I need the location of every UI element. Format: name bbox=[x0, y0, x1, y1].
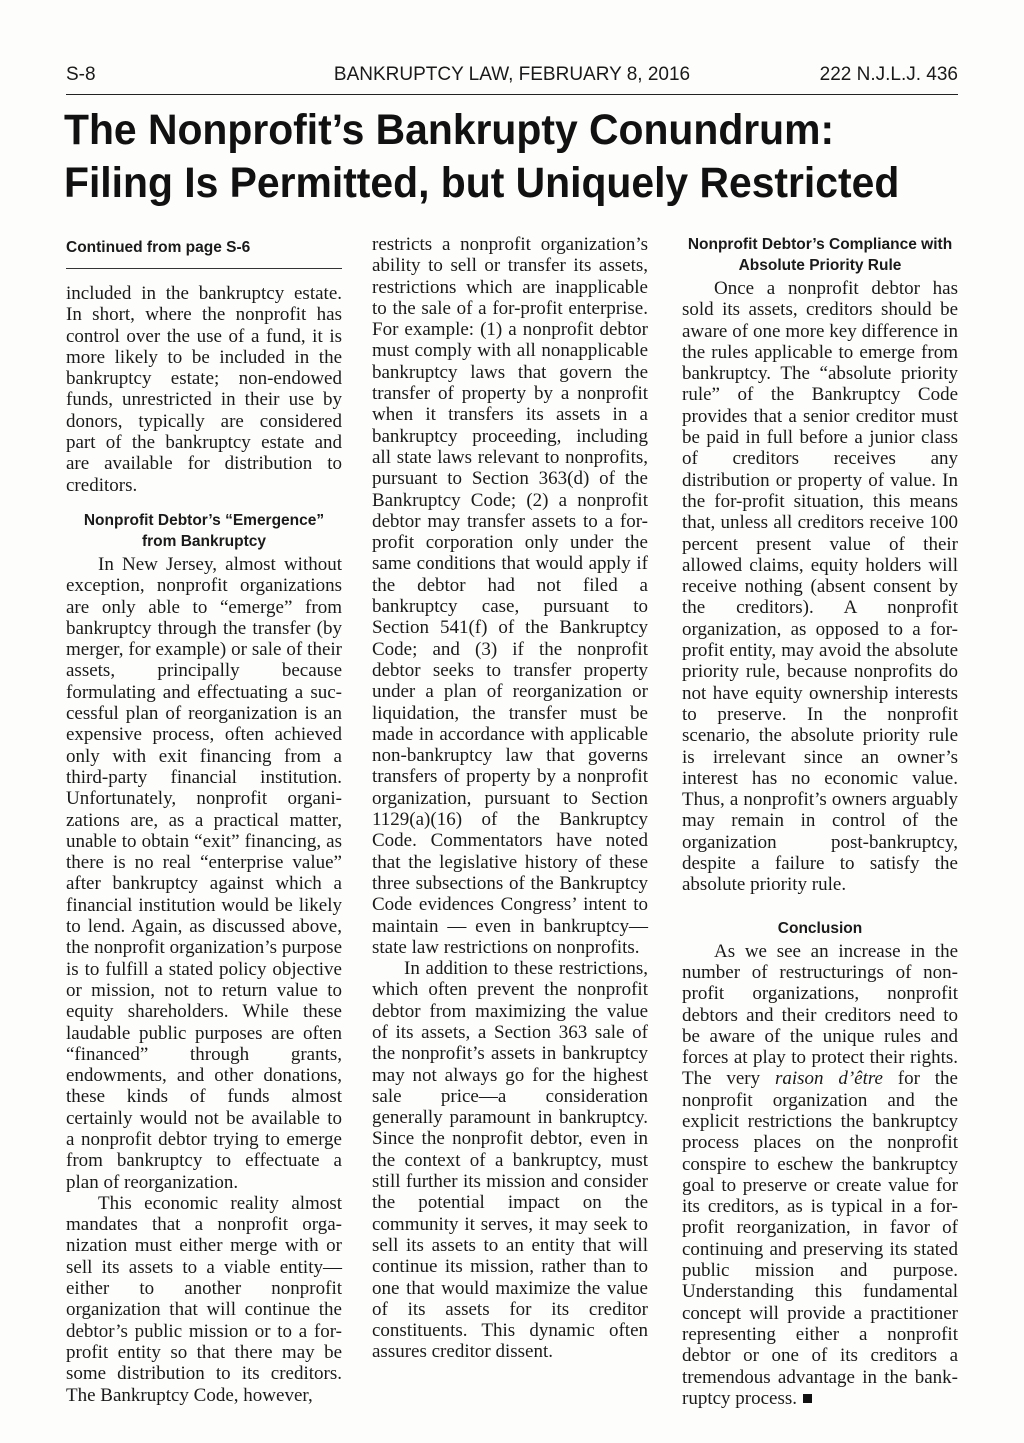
title-line-1: The Nonprofit’s Bankrupty Conundrum: bbox=[64, 106, 835, 154]
paragraph: Once a nonprofit debtor has sold its assets, creditors should be aware of one more key difference in the rules applicable to emerge from bankruptcy. The “absolute priority rule” of the Bankruptcy Code provides that a senior creditor must be paid in full before a junior class of creditors receives any distribution or property of value. In the for-profit situation, this means that, unless all creditors receive 100 percent present value of their allowed claims, equity holders will receive nothing (absent consent by the creditors). A nonprofit organization, as opposed to a for-profit entity, may avoid the absolute priority rule, because nonprofits do not have equity ownership interests to preserve. In the nonprofit scenario, the absolute priority rule is irrelevant since an owner’s interest has no economic value. Thus, a nonprofit’s owners arguably may remain in control of the organization post-bankruptcy, despite a failure to satisfy the absolute priority rule. bbox=[682, 278, 958, 896]
paragraph: This economic reality almost mandates that a nonprofit organization must either merge with or sell its assets to a viable entity—either to another nonprofit organization that will continue the debtor’s public mission or to a for-profit entity so that there may be some distribution to its creditors. The Bankruptcy Code, however, bbox=[66, 1192, 342, 1406]
column-3 bbox=[682, 234, 958, 1409]
text-run: for the nonprofit organization and the explicit restrictions the bankruptcy process places on the nonprofit conspire to eschew the bankruptcy goal to preserve or create value for its creditors, as is typical in a for-profit reorganization, in favor of continuing and preserving its stated public mission and purpose. Understanding this fundamental concept will provide a practitioner representing either a nonprofit debtor or one of its creditors a tremendous advantage in the bankruptcy process. bbox=[682, 1068, 958, 1409]
paragraph bbox=[682, 941, 958, 1410]
article-title bbox=[64, 104, 919, 210]
column-1 bbox=[66, 234, 342, 1406]
column-2 bbox=[372, 234, 648, 1363]
text-run: As we see an increase in the number of restructurings of nonprofit organizations, nonprofit debtors and their creditors need to be aware of the unique rules and forces at play to protect their rights. The very bbox=[682, 940, 958, 1090]
paragraph: In addition to these restrictions, which often prevent the nonprofit debtor from maximizing the value of its assets, a Section 363 sale of the nonprofit’s assets in bankruptcy may not always go for the highest sale price—a consideration generally paramount in bankruptcy. Since the nonprofit debtor, even in the context of a bankruptcy, must still further its mission and consider the potential impact on the community it serves, it may seek to sell its assets to an entity that will continue its mission, rather than to one that would maximize the value of its assets for its creditor constituents. This dynamic often assures creditor dissent. bbox=[372, 958, 648, 1363]
italic-phrase: raison d’être bbox=[774, 1068, 883, 1090]
citation: 222 N.J.L.J. 436 bbox=[819, 64, 958, 85]
page-number: S-8 bbox=[66, 64, 96, 85]
continued-note: Continued from page S-6 bbox=[66, 238, 342, 269]
section-heading-conclusion: Conclusion bbox=[777, 919, 863, 937]
section-title: BANKRUPTCY LAW, FEBRUARY 8, 2016 bbox=[333, 64, 691, 85]
end-mark-icon bbox=[803, 1394, 812, 1403]
section-heading-emergence: Nonprofit Debtor’s “Emergence” from Bankruptcy bbox=[83, 511, 325, 550]
title-line-2: Filing Is Permitted, but Uniquely Restricted bbox=[64, 159, 900, 207]
paragraph: included in the bankruptcy estate. In short, where the nonprofit has control over the use of a fund, it is more likely to be included in the bankruptcy estate; non-endowed funds, unrestricted in their use by donors, typically are considered part of the bankruptcy estate and are available for distribution to creditors. bbox=[66, 283, 342, 496]
section-heading-priority-rule: Nonprofit Debtor’s Compliance with Absolute Priority Rule bbox=[687, 236, 953, 274]
page-header bbox=[66, 64, 958, 95]
paragraph: restricts a nonprofit organization’s ability to sell or transfer its assets, restrictions which are inapplicable to the sale of a for-profit enterprise. For example: (1) a nonprofit debtor must comply with all nonapplicable bankruptcy laws that govern the transfer of property by a nonprofit when it transfers its assets in a bankruptcy proceeding, including all state laws relevant to nonprofits, pursuant to Section 363(d) of the Bankruptcy Code; (2) a nonprofit debtor may transfer assets to a for-profit corporation only under the same conditions that would apply if the debtor had not filed a bankruptcy case, pursuant to Section 541(f) of the Bankruptcy Code; and (3) if the nonprofit debtor seeks to transfer property under a plan of reorganization or liquidation, the transfer must be made in accordance with applicable non-bankruptcy law that governs transfers of property by a nonprofit organization, pursuant to Section 1129(a)(16) of the Bankruptcy Code. Commentators have noted that the legislative history of these three subsections of the Bankruptcy Code evidences Congress’ intent to maintain — even in bankruptcy—state law restrictions on nonprofits. bbox=[372, 234, 648, 958]
paragraph: In New Jersey, almost without exception, nonprofit organizations are only able to “emerge” from bankruptcy through the transfer (by merger, for example) or sale of their assets, principally because formulating and effectuating a successful plan of reorganization is an expensive process, often achieved only with exit financing from a third-party financial institution. Unfortunately, nonprofit organizations are, as a practical matter, unable to obtain “exit” financing, as there is no real “enterprise value” after bankruptcy against which a financial institution would be likely to lend. Again, as discussed above, the nonprofit organization’s purpose is to fulfill a stated policy objective or mission, not to return value to equity shareholders. While these laudable public purposes are often “financed” through grants, endowments, and other donations, these kinds of funds almost certainly would not be available to a nonprofit debtor trying to emerge from bankruptcy to effectuate a plan of reorganization. bbox=[66, 553, 342, 1193]
